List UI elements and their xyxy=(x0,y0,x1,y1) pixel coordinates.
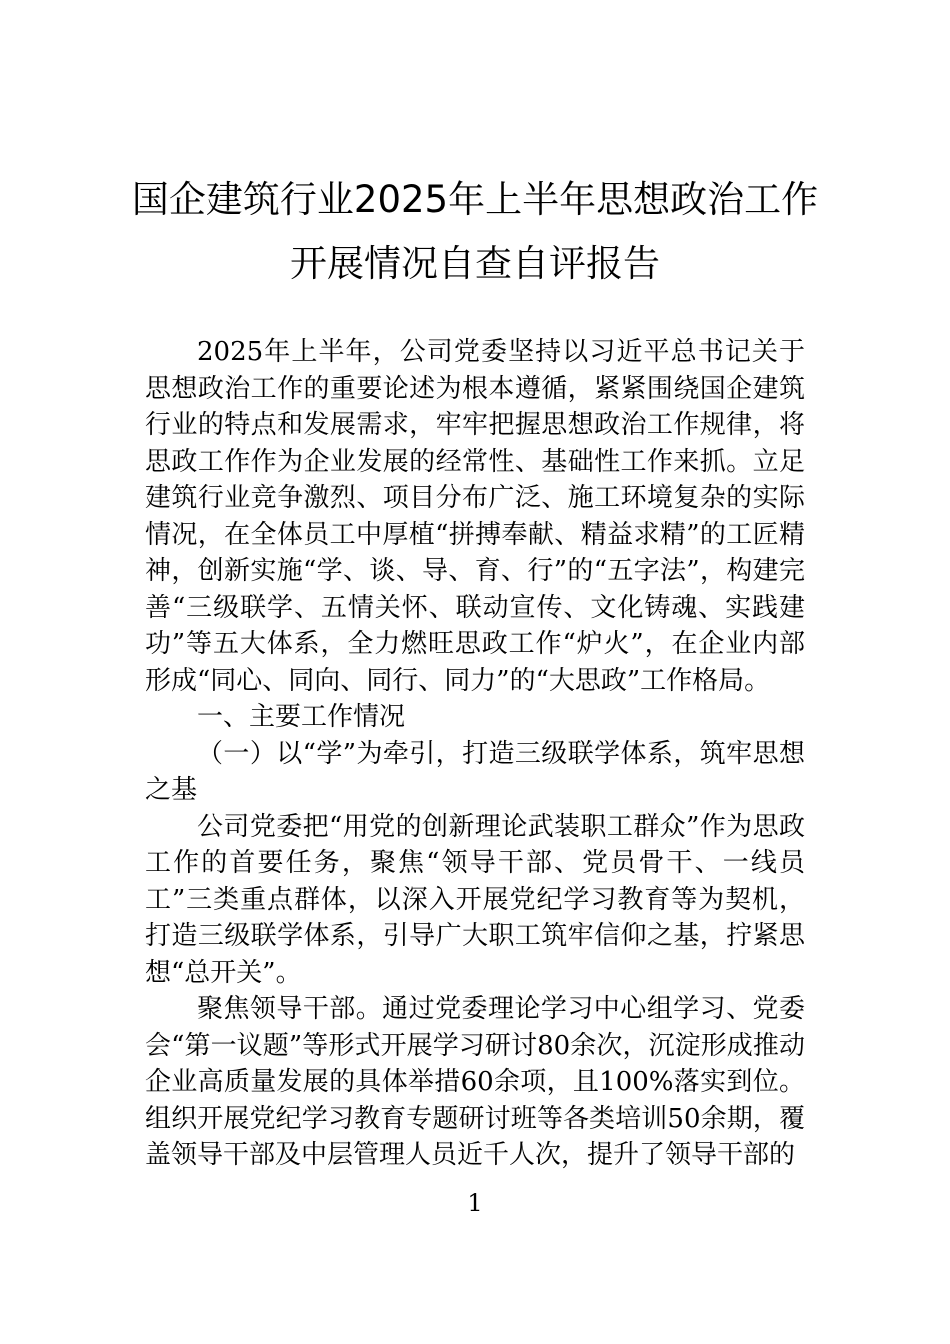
title-line-2: 开展情况自查自评报告 xyxy=(290,242,660,285)
document-title xyxy=(100,168,850,296)
section-heading: 一、主要工作情况 xyxy=(197,702,406,732)
subsection-heading: （一）以“学”为牵引，打造三级联学体系，筑牢思想之基 xyxy=(145,738,805,805)
body-paragraph: 聚焦领导干部。通过党委理论学习中心组学习、党委会“第一议题”等形式开展学习研讨80余次，沉淀形成推动企业高质量发展的具体举措60余项，且100%落实到位。组织开展党纪学习教育专题研讨班等各类培训50余期，覆盖领导干部及中层管理人员近千人次，提升了领导干部的 xyxy=(145,994,805,1170)
page-number: 1 xyxy=(467,1189,483,1217)
title-line-1: 国企建筑行业2025年上半年思想政治工作 xyxy=(131,178,819,221)
document-body xyxy=(145,334,805,1174)
intro-paragraph: 2025年上半年，公司党委坚持以习近平总书记关于思想政治工作的重要论述为根本遵循，紧紧围绕国企建筑行业的特点和发展需求，牢牢把握思想政治工作规律，将思政工作作为企业发展的经常性、基础性工作来抓。立足建筑行业竞争激烈、项目分布广泛、施工环境复杂的实际情况，在全体员工中厚植“拼搏奉献、精益求精”的工匠精神，创新实施“学、谈、导、育、行”的“五字法”，构建完善“三级联学、五情关怀、联动宣传、文化铸魂、实践建功”等五大体系，全力燃旺思政工作“炉火”，在企业内部形成“同心、同向、同行、同力”的“大思政”工作格局。 xyxy=(145,337,805,696)
body-paragraph: 公司党委把“用党的创新理论武装职工群众”作为思政工作的首要任务，聚焦“领导干部、党员骨干、一线员工”三类重点群体，以深入开展党纪学习教育等为契机，打造三级联学体系，引导广大职工筑牢信仰之基，拧紧思想“总开关”。 xyxy=(145,811,805,988)
